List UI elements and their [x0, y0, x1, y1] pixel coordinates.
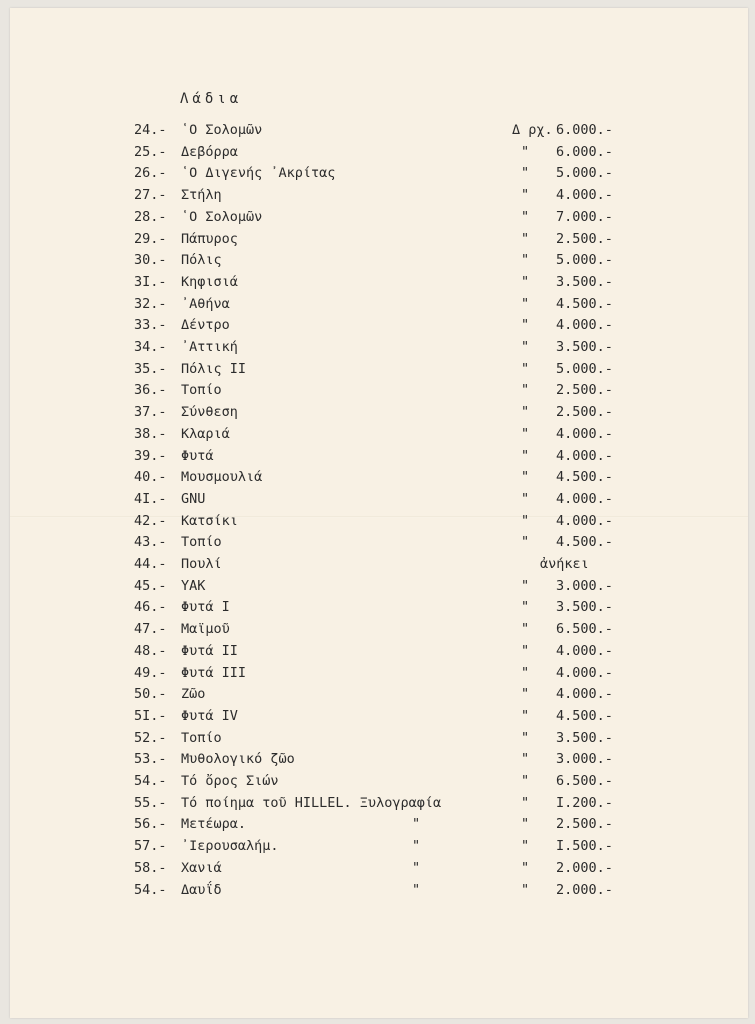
item-title: Πόλις [181, 252, 222, 269]
currency-mark: " [521, 751, 530, 768]
item-price: 6.000.- [556, 143, 613, 160]
item-price: 3.500.- [556, 273, 613, 290]
list-item [0, 491, 755, 512]
item-price: 2.500.- [556, 382, 613, 399]
list-item [0, 708, 755, 729]
list-item [0, 751, 755, 772]
currency-mark: " [521, 360, 530, 377]
list-item [0, 144, 755, 165]
list-item [0, 816, 755, 837]
item-title: Δεβόρρα [181, 143, 238, 160]
list-item [0, 795, 755, 816]
item-price: 4.000.- [556, 425, 613, 442]
currency-mark: " [521, 490, 530, 507]
item-number: 38.- [134, 425, 167, 442]
list-item [0, 773, 755, 794]
item-number: 39.- [134, 447, 167, 464]
item-price: 5.000.- [556, 360, 613, 377]
item-price: 4.000.- [556, 447, 613, 464]
currency-mark: " [521, 425, 530, 442]
item-price: 2.000.- [556, 881, 613, 898]
item-number: 55.- [134, 794, 167, 811]
item-price: 4.000.- [556, 187, 613, 204]
item-number: 5I.- [134, 707, 167, 724]
item-price: 6.500.- [556, 621, 613, 638]
currency-mark: " [521, 599, 530, 616]
item-title: Τοπίο [181, 534, 222, 551]
currency-mark: " [521, 447, 530, 464]
list-item [0, 621, 755, 642]
item-title: Κατσίκι [181, 512, 238, 529]
ditto-mark: " [412, 838, 421, 855]
item-number: 54.- [134, 773, 167, 789]
item-number: 57.- [134, 838, 167, 855]
item-number: 53.- [134, 751, 167, 768]
currency-mark: " [521, 187, 530, 204]
currency-mark: " [521, 729, 530, 746]
item-title: GNU [181, 490, 206, 507]
item-number: 44.- [134, 556, 167, 572]
item-title: Κηφισιά [181, 273, 238, 290]
item-title: ᾿Αττική [181, 339, 238, 355]
item-number: 33.- [134, 317, 167, 334]
section-heading: Λάδια [180, 91, 243, 107]
item-price: 4.000.- [556, 664, 613, 681]
item-number: 54.- [134, 881, 167, 898]
list-item [0, 404, 755, 425]
item-number: 43.- [134, 534, 167, 551]
item-price: 3.000.- [556, 577, 613, 594]
item-title: Φυτά [181, 447, 214, 464]
list-item [0, 513, 755, 534]
currency-mark: " [521, 512, 530, 529]
list-item [0, 469, 755, 490]
item-price: 4.500.- [556, 295, 613, 312]
item-title: Μυθολογικό ζῶο [181, 751, 295, 768]
list-item [0, 187, 755, 208]
item-title: Μαϊμοῦ [181, 621, 230, 638]
item-title: Τό ποίημα τοῦ HILLEL. Ξυλογραφία [181, 794, 442, 811]
ditto-mark: " [412, 881, 421, 898]
item-number: 35.- [134, 360, 167, 377]
item-number: 40.- [134, 469, 167, 486]
currency-mark: " [521, 252, 530, 269]
item-price: 6.000.- [556, 122, 613, 138]
list-item [0, 339, 755, 360]
item-price: I.500.- [556, 838, 613, 855]
currency-mark: " [521, 382, 530, 399]
currency-mark: Δ ρχ. [512, 122, 553, 138]
item-number: 34.- [134, 339, 167, 355]
item-title: Φυτά I [181, 599, 230, 616]
item-title: Τό ὄρος Σιών [181, 773, 279, 789]
currency-mark: " [521, 339, 530, 355]
list-item [0, 296, 755, 317]
item-title: Στήλη [181, 187, 222, 204]
list-item [0, 361, 755, 382]
list-item [0, 643, 755, 664]
currency-mark: " [521, 404, 530, 421]
item-title: Δαυΐδ [181, 881, 222, 898]
item-number: 52.- [134, 729, 167, 746]
ditto-mark: " [412, 859, 421, 876]
list-item [0, 382, 755, 403]
item-number: 37.- [134, 404, 167, 421]
item-title: Τοπίο [181, 729, 222, 746]
currency-mark: " [521, 208, 530, 225]
currency-mark: " [521, 707, 530, 724]
item-price: 4.500.- [556, 469, 613, 486]
item-number: 24.- [134, 122, 167, 138]
currency-mark: " [521, 577, 530, 594]
item-title: ᾿Ιερουσαλήμ. [181, 838, 279, 855]
item-price: 6.500.- [556, 773, 613, 789]
item-price: 2.000.- [556, 859, 613, 876]
item-number: 46.- [134, 599, 167, 616]
currency-mark: " [521, 165, 530, 182]
list-item [0, 231, 755, 252]
list-item [0, 122, 755, 143]
item-number: 26.- [134, 165, 167, 182]
item-price: 3.500.- [556, 729, 613, 746]
item-price: 4.000.- [556, 642, 613, 659]
item-price: 2.500.- [556, 230, 613, 247]
list-item [0, 599, 755, 620]
item-title: Φυτά IV [181, 707, 238, 724]
currency-mark: " [521, 838, 530, 855]
list-item [0, 556, 755, 577]
item-number: 27.- [134, 187, 167, 204]
item-number: 4I.- [134, 490, 167, 507]
list-item [0, 838, 755, 859]
item-number: 45.- [134, 577, 167, 594]
item-number: 30.- [134, 252, 167, 269]
item-price: 4.000.- [556, 317, 613, 334]
item-number: 50.- [134, 686, 167, 703]
item-title: Ζῶο [181, 686, 206, 703]
list-item [0, 252, 755, 273]
item-title: Πουλί [181, 556, 222, 572]
item-price: 3.500.- [556, 599, 613, 616]
item-title: YAK [181, 577, 206, 594]
item-price: 3.000.- [556, 751, 613, 768]
currency-mark: " [521, 664, 530, 681]
item-title: Φυτά II [181, 642, 238, 659]
currency-mark: " [521, 859, 530, 876]
item-price: 3.500.- [556, 339, 613, 355]
list-item [0, 165, 755, 186]
item-number: 48.- [134, 642, 167, 659]
currency-mark: " [521, 143, 530, 160]
currency-mark: " [521, 621, 530, 638]
currency-mark: " [521, 642, 530, 659]
item-price: I.200.- [556, 794, 613, 811]
item-title: Δέντρο [181, 317, 230, 334]
currency-mark: " [521, 816, 530, 833]
item-price: 4.500.- [556, 534, 613, 551]
item-price: 7.000.- [556, 208, 613, 225]
item-title: ᾿Αθήνα [181, 295, 230, 312]
item-price: 2.500.- [556, 816, 613, 833]
currency-mark: " [521, 469, 530, 486]
list-item [0, 686, 755, 707]
item-title: Σύνθεση [181, 404, 238, 421]
item-number: 58.- [134, 859, 167, 876]
item-number: 29.- [134, 230, 167, 247]
item-price: 4.000.- [556, 490, 613, 507]
item-title: Κλαριά [181, 425, 230, 442]
item-number: 28.- [134, 208, 167, 225]
currency-mark: " [521, 534, 530, 551]
currency-mark: " [521, 773, 530, 789]
list-item [0, 274, 755, 295]
item-number: 25.- [134, 143, 167, 160]
item-title: ῾Ο Σολομῶν [181, 122, 263, 138]
item-title: Χανιά [181, 859, 222, 876]
item-price: 5.000.- [556, 252, 613, 269]
list-item [0, 730, 755, 751]
currency-mark: " [521, 794, 530, 811]
item-title: Πόλις II [181, 360, 247, 377]
item-title: Μουσμουλιά [181, 469, 263, 486]
currency-mark: " [521, 273, 530, 290]
currency-mark: " [521, 230, 530, 247]
item-price: 4.000.- [556, 512, 613, 529]
currency-mark: " [521, 881, 530, 898]
list-item [0, 209, 755, 230]
item-number: 3I.- [134, 273, 167, 290]
list-item [0, 882, 755, 903]
currency-mark: " [521, 686, 530, 703]
list-item [0, 578, 755, 599]
list-item [0, 860, 755, 881]
item-number: 49.- [134, 664, 167, 681]
list-item [0, 426, 755, 447]
list-item [0, 665, 755, 686]
item-number: 32.- [134, 295, 167, 312]
currency-mark: " [521, 295, 530, 312]
item-title: Τοπίο [181, 382, 222, 399]
item-price: 4.500.- [556, 707, 613, 724]
item-price: 4.000.- [556, 686, 613, 703]
item-title: ῾Ο Σολομῶν [181, 208, 263, 225]
list-item [0, 448, 755, 469]
item-price: 5.000.- [556, 165, 613, 182]
list-item [0, 534, 755, 555]
currency-mark: " [521, 317, 530, 334]
ditto-mark: " [412, 816, 421, 833]
item-title: Φυτά III [181, 664, 247, 681]
item-number: 47.- [134, 621, 167, 638]
item-title: ῾Ο Διγενής ᾿Ακρίτας [181, 165, 336, 182]
item-number: 42.- [134, 512, 167, 529]
item-number: 56.- [134, 816, 167, 833]
item-title: Μετέωρα. [181, 816, 247, 833]
item-note: ἀνήκει [540, 556, 589, 572]
item-price: 2.500.- [556, 404, 613, 421]
list-item [0, 317, 755, 338]
item-title: Πάπυρος [181, 230, 238, 247]
item-number: 36.- [134, 382, 167, 399]
